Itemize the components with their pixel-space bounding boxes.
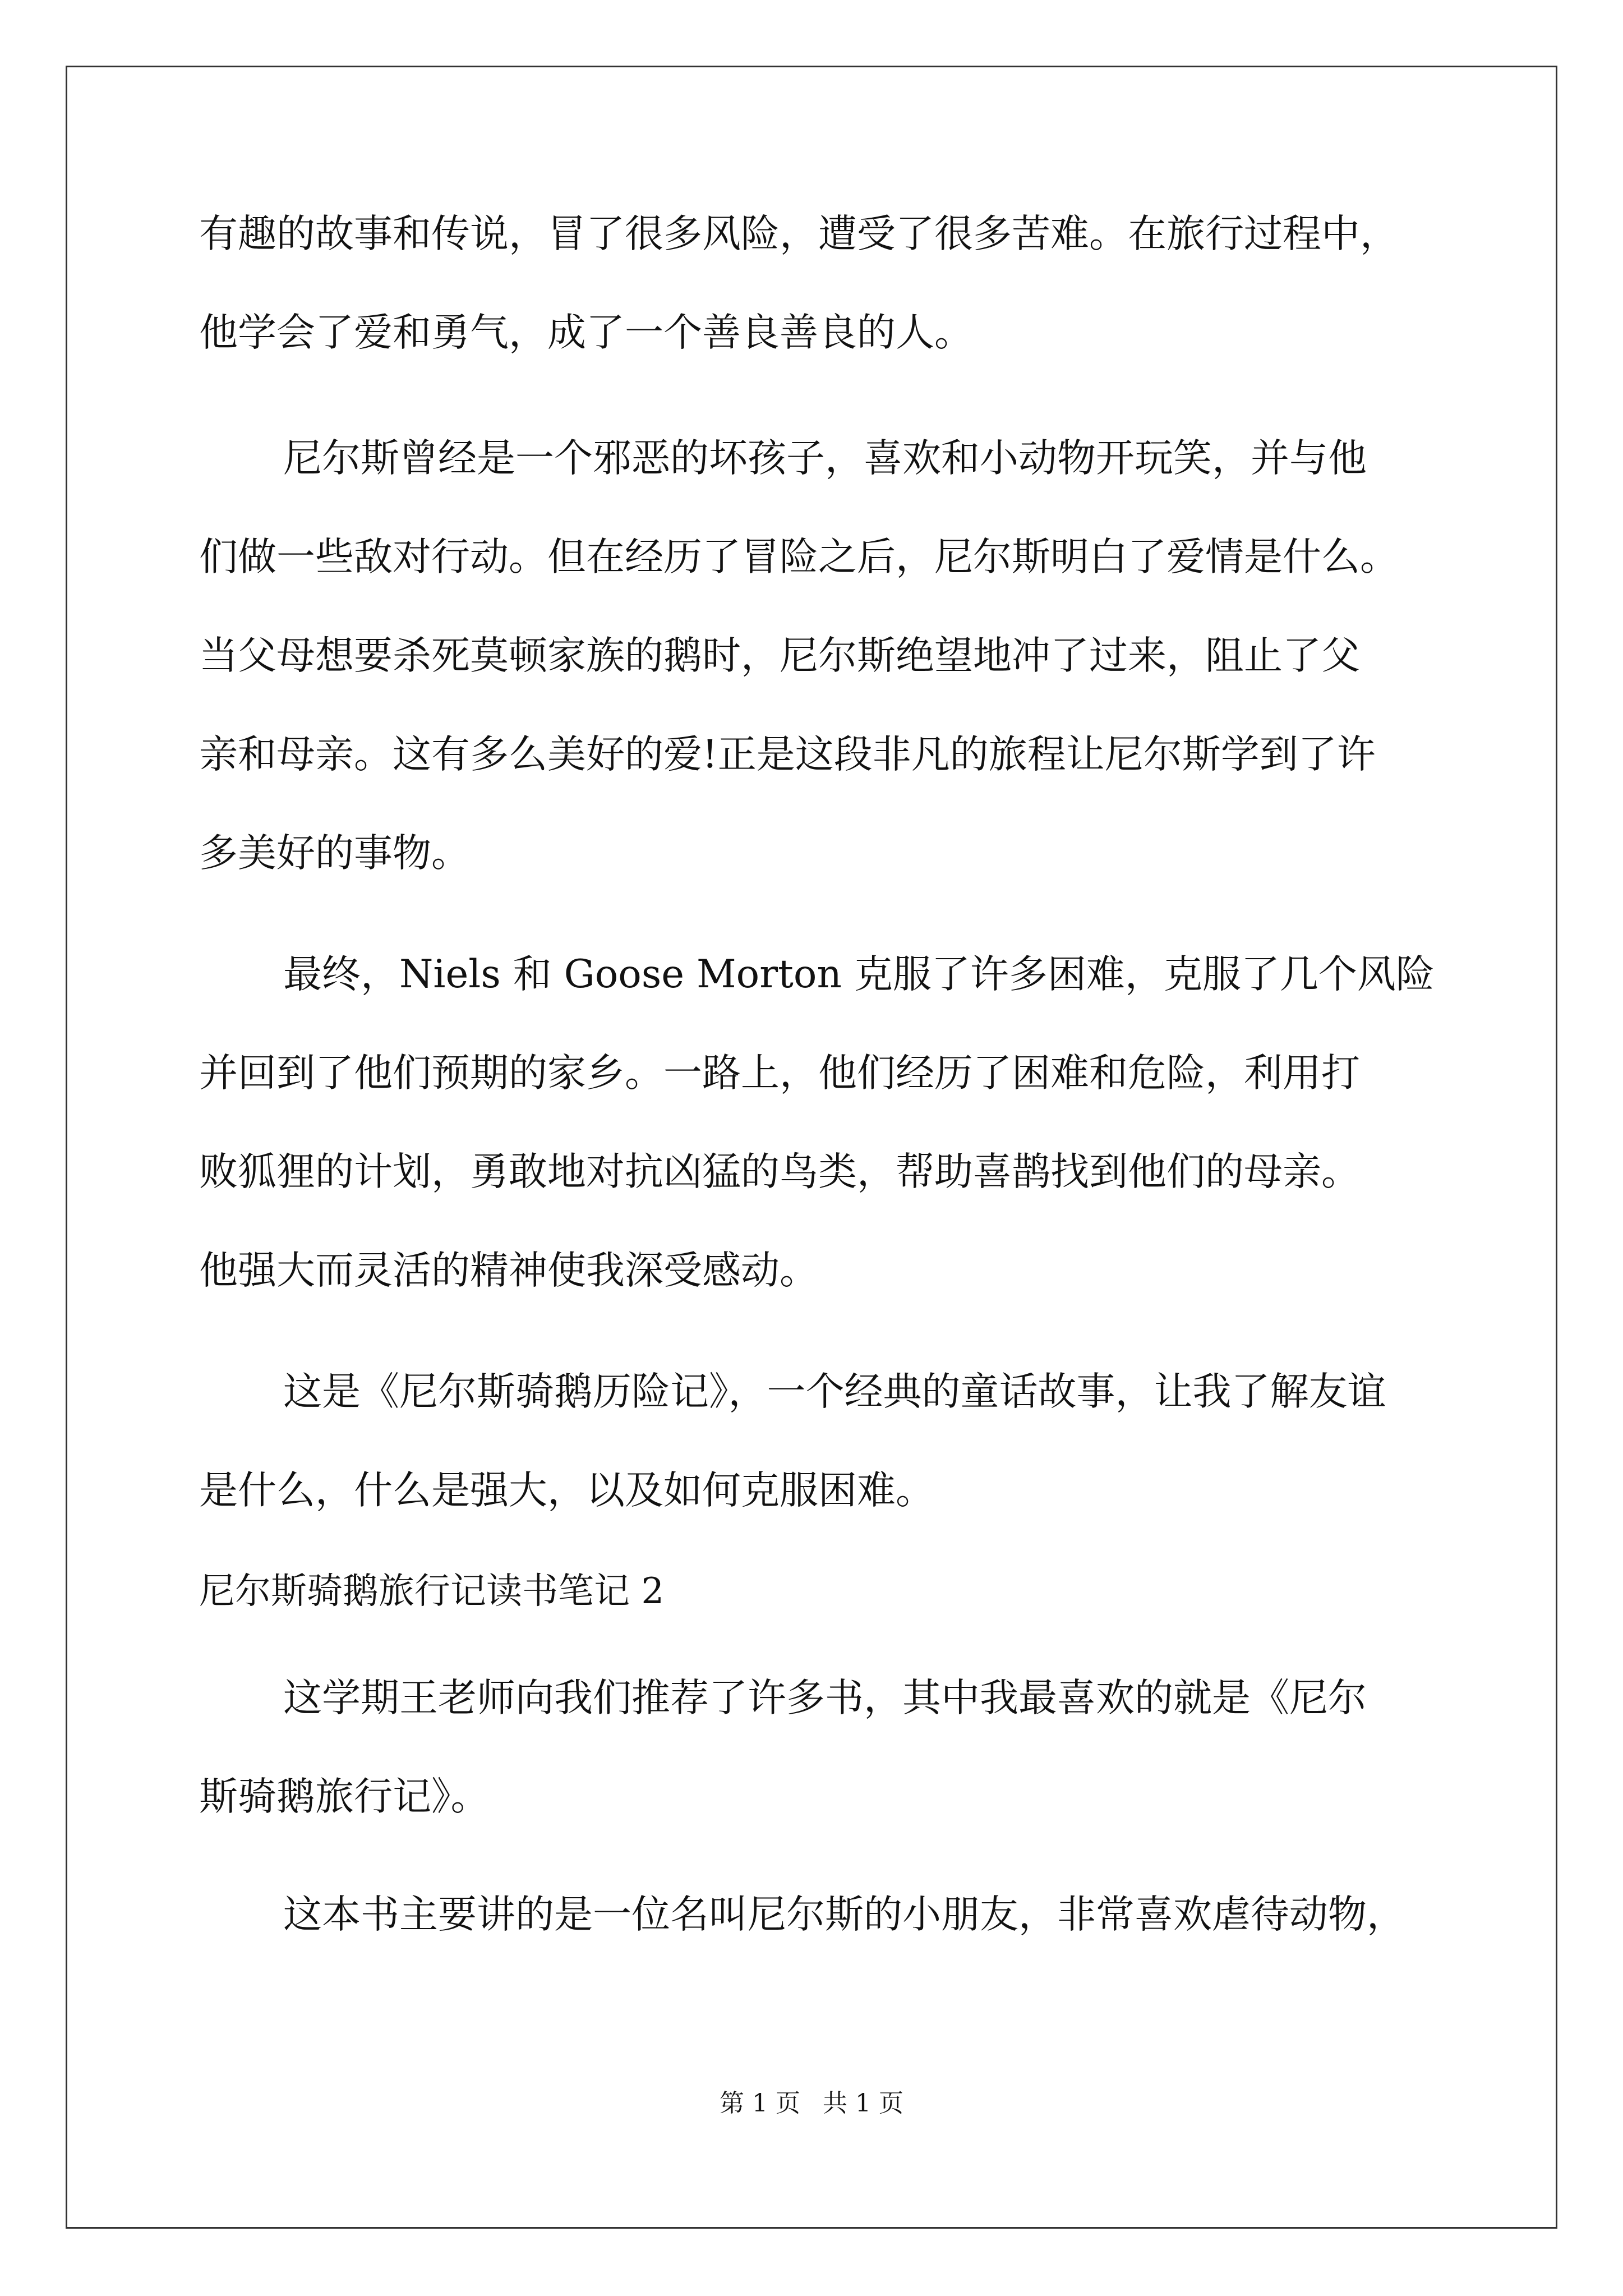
text-line: 有趣的故事和传说，冒了很多风险，遭受了很多苦难。在旅行过程中， xyxy=(199,211,1399,256)
text-line: 斯骑鹅旅行记》。 xyxy=(199,1774,490,1819)
text-line: 并回到了他们预期的家乡。一路上，他们经历了困难和危险，利用打 xyxy=(199,1051,1360,1096)
text-line: 最终，Niels 和 Goose Morton 克服了许多困难，克服了几个风险 xyxy=(283,952,1435,997)
text-line: 这本书主要讲的是一位名叫尼尔斯的小朋友，非常喜欢虐待动物， xyxy=(283,1892,1405,1937)
page-total: 共 1 页 xyxy=(823,2089,903,2118)
text-line: 这学期王老师向我们推荐了许多书，其中我最喜欢的就是《尼尔 xyxy=(283,1676,1367,1720)
text-line: 亲和母亲。这有多么美好的爱!正是这段非凡的旅程让尼尔斯学到了许 xyxy=(199,732,1376,777)
text-line: 多美好的事物。 xyxy=(199,831,470,876)
text-line: 他学会了爱和勇气，成了一个善良善良的人。 xyxy=(199,310,973,355)
text-line: 尼尔斯曾经是一个邪恶的坏孩子，喜欢和小动物开玩笑，并与他 xyxy=(283,436,1367,481)
text-line: 他强大而灵活的精神使我深受感动。 xyxy=(199,1248,818,1293)
section-heading: 尼尔斯骑鹅旅行记读书笔记 2 xyxy=(199,1571,665,1612)
text-line: 当父母想要杀死莫顿家族的鹅时，尼尔斯绝望地冲了过来，阻止了父 xyxy=(199,633,1360,678)
text-line: 是什么，什么是强大，以及如何克服困难。 xyxy=(199,1468,934,1513)
page-footer xyxy=(0,2087,1623,2120)
text-line: 这是《尼尔斯骑鹅历险记》，一个经典的童话故事，让我了解友谊 xyxy=(283,1369,1386,1414)
text-line: 们做一些敌对行动。但在经历了冒险之后，尼尔斯明白了爱情是什么。 xyxy=(199,535,1399,579)
page-number: 第 1 页 xyxy=(720,2089,800,2118)
text-line: 败狐狸的计划，勇敢地对抗凶猛的鸟类，帮助喜鹊找到他们的母亲。 xyxy=(199,1149,1360,1194)
